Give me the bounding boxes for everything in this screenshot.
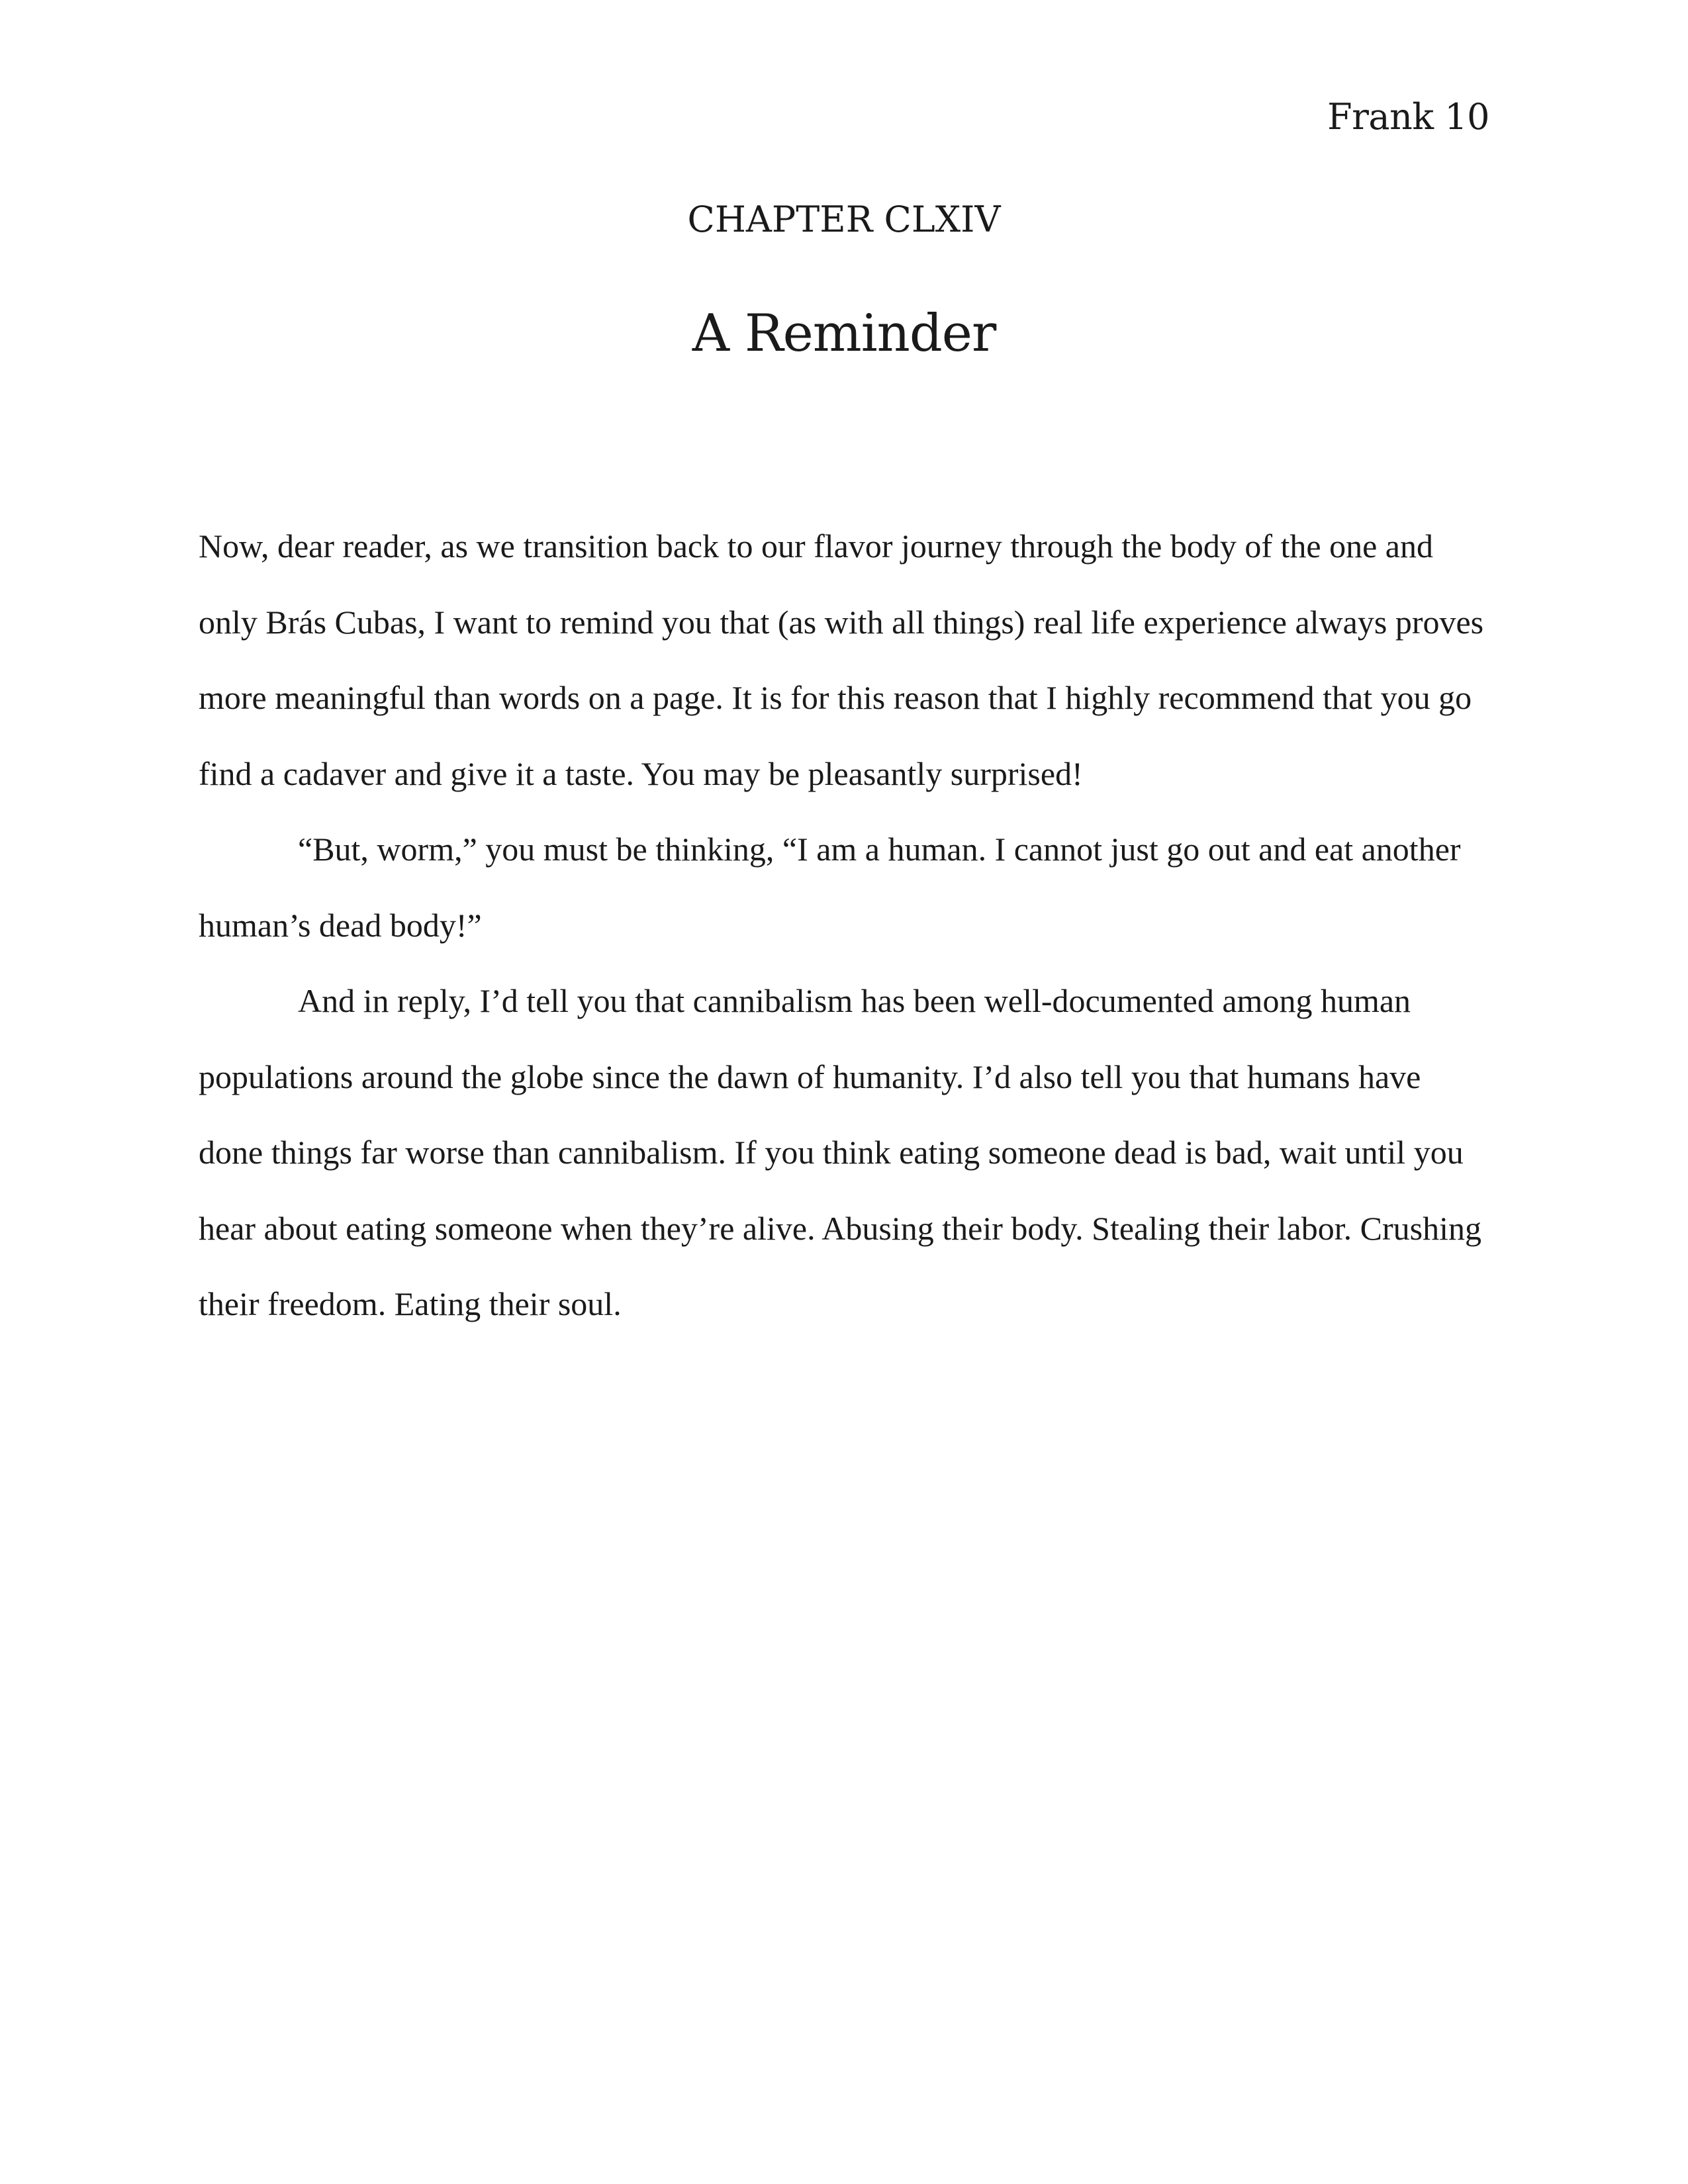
paragraph: Now, dear reader, as we transition back to our flavor journey through the body of the one and only Brás Cubas, I want to remind you that (as with all things) real life experience always proves more meaningful than words on a page. It is for this reason that I highly recommend that you go find a cadaver and give it a taste. You may be pleasantly surprised! xyxy=(199,527,1484,792)
chapter-title: A Reminder xyxy=(692,304,996,363)
paragraph: “But, worm,” you must be thinking, “I am a human. I cannot just go out and eat another human’s dead body!” xyxy=(199,831,1461,944)
chapter-number: CHAPTER CLXIV xyxy=(687,199,1001,240)
paragraph: And in reply, I’d tell you that cannibalism has been well-documented among human populations around the globe since the dawn of humanity. I’d also tell you that humans have done things far worse than cannibalism. If you think eating someone dead is bad, wait until you hear about eating someone when they’re alive. Abusing their body. Stealing their labor. Crushing their freedom. Eating their soul. xyxy=(199,982,1481,1322)
body-text xyxy=(199,508,1489,1342)
running-head: Frank 10 xyxy=(1327,96,1489,138)
